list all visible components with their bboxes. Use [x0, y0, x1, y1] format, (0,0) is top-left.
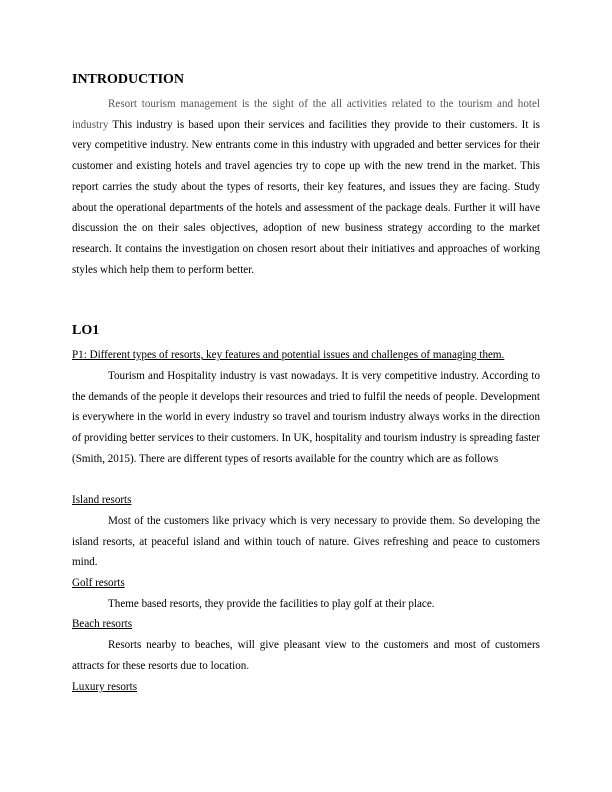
golf-resorts-heading: Golf resorts — [72, 577, 125, 589]
introduction-paragraph — [72, 94, 540, 280]
beach-resorts-heading: Beach resorts — [72, 618, 133, 630]
golf-resorts-paragraph: Theme based resorts, they provide the facilities to play golf at their place. — [108, 598, 435, 610]
p1-title: P1: Different types of resorts, key features and potential issues and challenges of managing them. — [72, 349, 505, 361]
p1-paragraph: Tourism and Hospitality industry is vast nowadays. It is very competitive industry. According to the demands of the people it develops their resources and tried to fulfil the needs of people. Development is everywhere in the world in every industry so travel and tourism industry always works in the direction of providing better services to their customers. In UK, hospitality and tourism industry is spreading faster (Smith, 2015). There are different types of resorts available for the country which are as follows — [72, 370, 541, 465]
introduction-body-text: This industry is based upon their services and facilities they provide to their customers. It is very competitive industry. New entrants come in this industry with upgraded and better services for their customer and existing hotels and travel agencies try to cope up with the new trend in the market. This report carries the study about the types of resorts, their key features, and issues they are facing. Study about the operational departments of the hotels and assessment of the package deals. Further it will have discussion the on their sales objectives, adoption of new business strategy according to the market research. It contains the investigation on chosen resort about their initiatives and approaches of working styles which help them to perform better. — [72, 118, 540, 276]
luxury-resorts-heading: Luxury resorts — [72, 681, 138, 693]
island-resorts-paragraph: Most of the customers like privacy which is very necessary to provide them. So developing the island resorts, at peaceful island and within touch of nature. Gives refreshing and peace to customers mind. — [72, 515, 540, 569]
lo1-heading: LO1 — [72, 323, 100, 338]
beach-resorts-paragraph: Resorts nearby to beaches, will give pleasant view to the customers and most of customers attracts for these resorts due to location. — [72, 639, 540, 672]
island-resorts-heading: Island resorts — [72, 494, 132, 506]
introduction-heading: INTRODUCTION — [72, 72, 185, 87]
introduction-lead-text: Resort tourism management is the sight of the all activities related to the tourism and hotel industry — [72, 98, 540, 131]
